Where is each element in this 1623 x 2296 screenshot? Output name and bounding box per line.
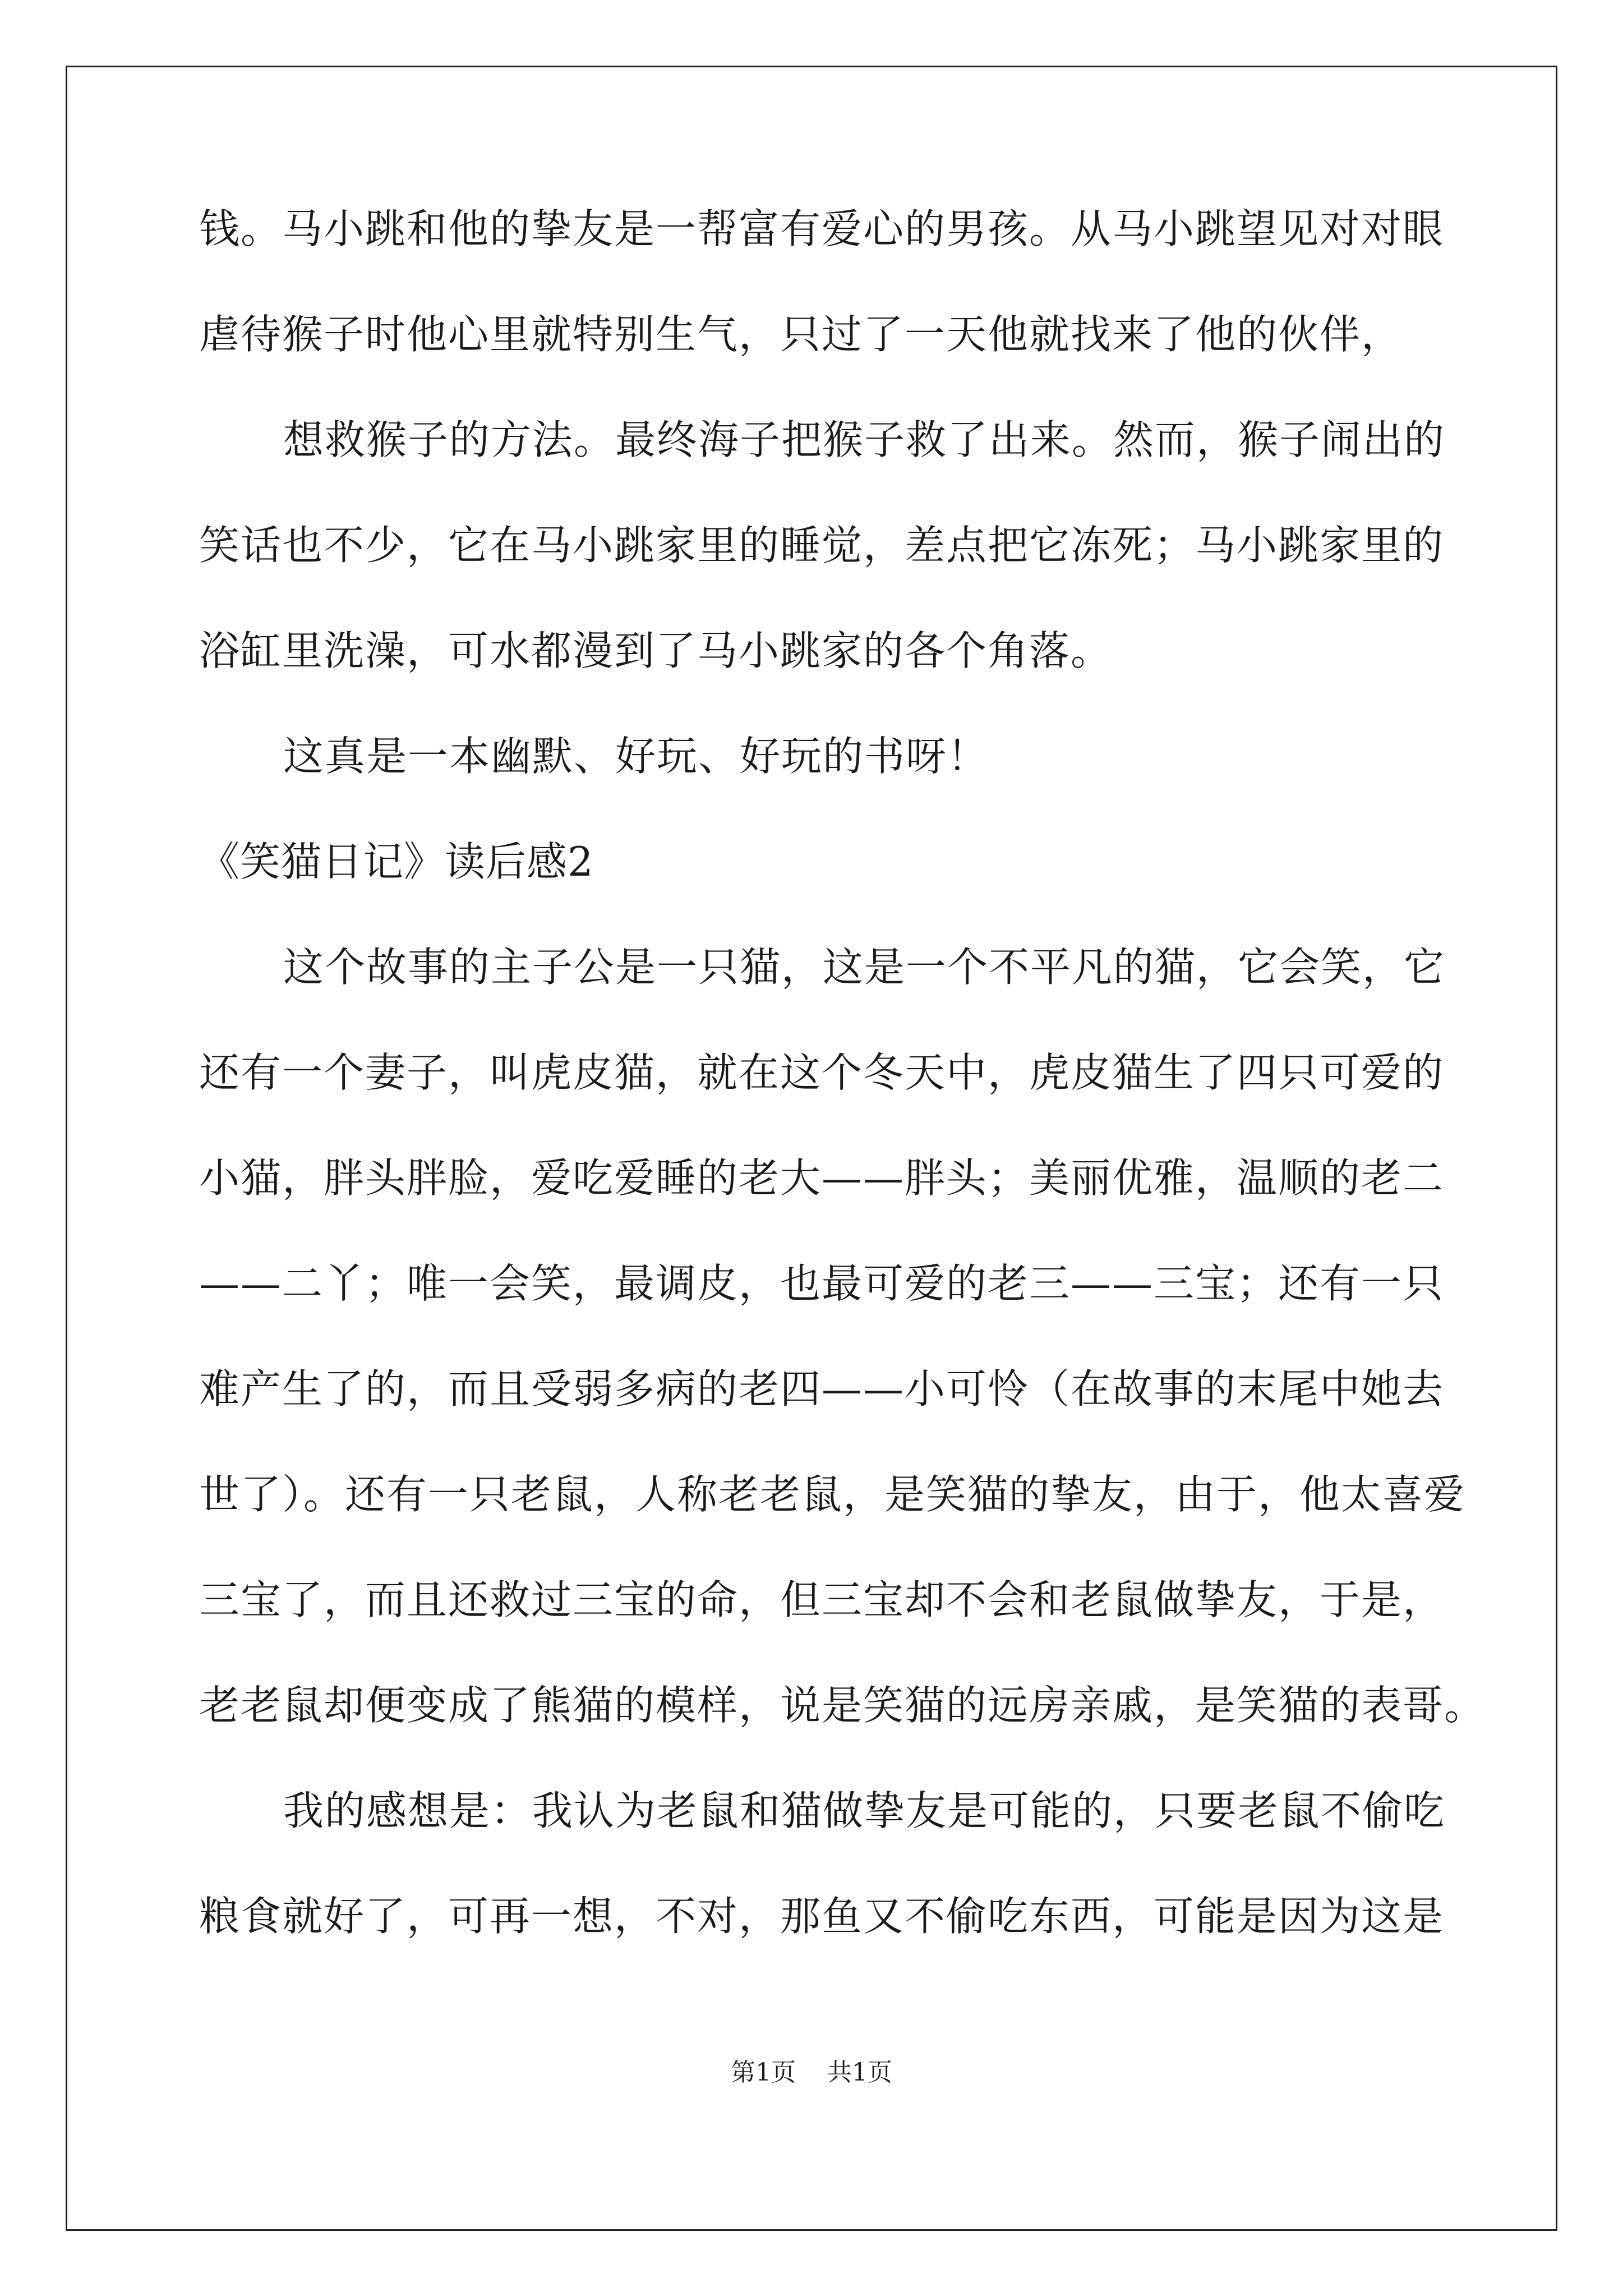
text-line: ——二丫；唯一会笑，最调皮，也最可爱的老三——三宝；还有一只 xyxy=(199,1260,1445,1307)
paragraph-start: 我的感想是：我认为老鼠和猫做挚友是可能的，只要老鼠不偷吃 xyxy=(283,1787,1446,1834)
section-heading: 《笑猫日记》读后感2 xyxy=(199,838,594,885)
text-line: 三宝了，而且还救过三宝的命，但三宝却不会和老鼠做挚友，于是， xyxy=(199,1576,1445,1623)
text-line: 小猫，胖头胖脸，爱吃爱睡的老大——胖头；美丽优雅，温顺的老二 xyxy=(199,1154,1445,1202)
text-line: 还有一个妻子，叫虎皮猫，就在这个冬天中，虎皮猫生了四只可爱的 xyxy=(199,1049,1445,1096)
text-line: 老老鼠却便变成了熊猫的模样，说是笑猫的远房亲戚，是笑猫的表哥。 xyxy=(199,1682,1486,1729)
text-line: 难产生了的，而且受弱多病的老四——小可怜（在故事的末尾中她去 xyxy=(199,1365,1445,1412)
paragraph-start: 这个故事的主子公是一只猫，这是一个不平凡的猫，它会笑，它 xyxy=(283,944,1446,991)
text-line: 浴缸里洗澡，可水都漫到了马小跳家的各个角落。 xyxy=(199,627,1113,674)
text-line: 笑话也不少，它在马小跳家里的睡觉，差点把它冻死；马小跳家里的 xyxy=(199,522,1445,569)
page-number: 第1页 xyxy=(731,2058,796,2087)
text-line: 世了）。还有一只老鼠，人称老老鼠，是笑猫的挚友，由于，他太喜爱 xyxy=(199,1471,1466,1518)
text-line: 粮食就好了，可再一想，不对，那鱼又不偷吃东西，可能是因为这是 xyxy=(199,1893,1445,1940)
paragraph-start: 想救猴子的方法。最终海子把猴子救了出来。然而，猴子闹出的 xyxy=(283,416,1446,463)
page-footer xyxy=(0,2056,1623,2090)
text-line: 虐待猴子时他心里就特别生气，只过了一天他就找来了他的伙伴， xyxy=(199,311,1403,358)
page-count: 共1页 xyxy=(827,2058,892,2087)
document-body xyxy=(199,202,1486,1995)
paragraph-start: 这真是一本幽默、好玩、好玩的书呀！ xyxy=(283,733,989,780)
text-line: 钱。马小跳和他的挚友是一帮富有爱心的男孩。从马小跳望见对对眼 xyxy=(199,205,1445,252)
